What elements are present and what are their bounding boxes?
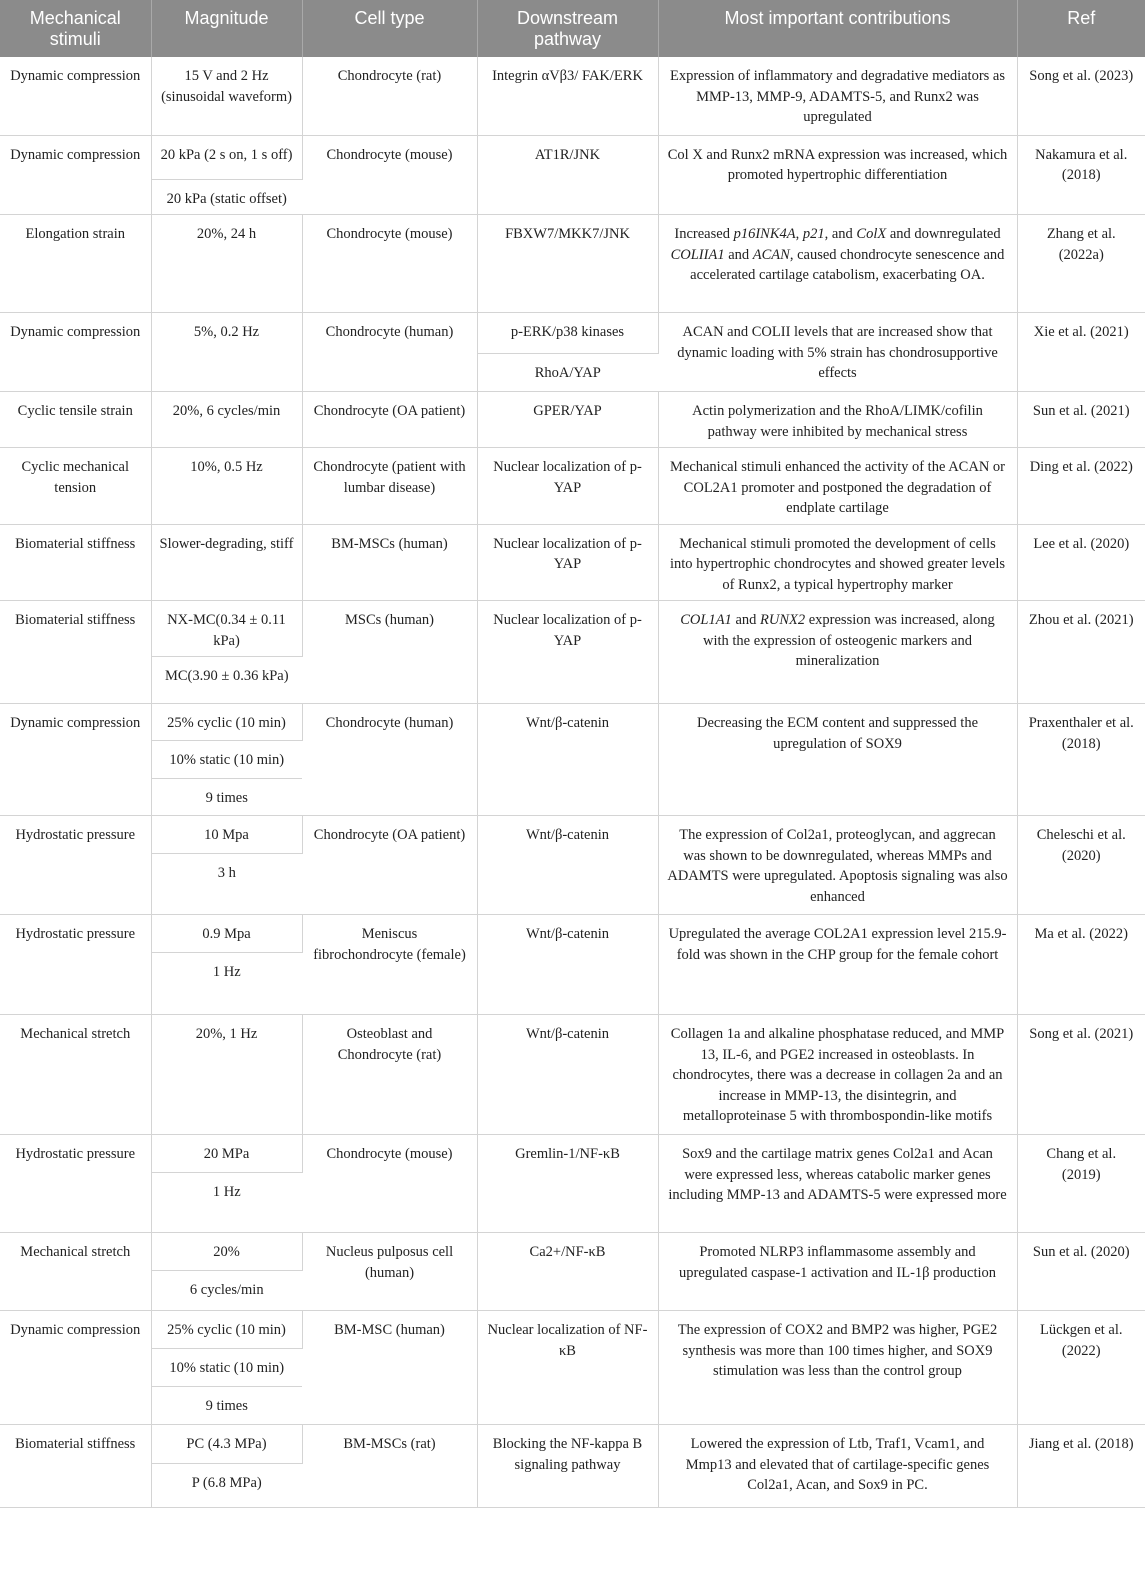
table-row xyxy=(0,1233,1145,1271)
ref-cell: Praxenthaler et al. (2018) xyxy=(1017,704,1145,816)
magnitude-cell: 25% cyclic (10 min) xyxy=(151,1311,302,1349)
table-row xyxy=(0,816,1145,854)
ref-cell: Jiang et al. (2018) xyxy=(1017,1425,1145,1508)
mechanical-stimuli-cell: Cyclic tensile strain xyxy=(0,392,151,448)
pathway-cell: FBXW7/MKK7/JNK xyxy=(477,215,658,313)
magnitude-cell: 6 cycles/min xyxy=(151,1271,302,1311)
contribution-cell: Upregulated the average COL2A1 expression level 215.9-fold was shown in the CHP group for the female cohort xyxy=(658,915,1017,1015)
magnitude-cell: MC(3.90 ± 0.36 kPa) xyxy=(151,657,302,704)
mechanical-stimuli-cell: Cyclic mechanical tension xyxy=(0,448,151,525)
mechanical-stimuli-cell: Hydrostatic pressure xyxy=(0,1135,151,1233)
header-contributions: Most important contributions xyxy=(658,0,1017,57)
mechanical-stimuli-cell: Mechanical stretch xyxy=(0,1233,151,1311)
pathway-cell: Wnt/β-catenin xyxy=(477,1015,658,1135)
pathway-cell: Gremlin-1/NF-κB xyxy=(477,1135,658,1233)
pathway-cell: GPER/YAP xyxy=(477,392,658,448)
ref-cell: Nakamura et al. (2018) xyxy=(1017,135,1145,215)
table-body xyxy=(0,57,1145,1508)
magnitude-cell: 9 times xyxy=(151,1387,302,1425)
table-row xyxy=(0,392,1145,448)
magnitude-cell: 20 kPa (static offset) xyxy=(151,179,302,215)
mechanical-stimuli-cell: Dynamic compression xyxy=(0,135,151,215)
header-row xyxy=(0,0,1145,57)
contribution-cell: Sox9 and the cartilage matrix genes Col2a1 and Acan were expressed less, whereas catabolic marker genes including MMP-13 and ADAMTS-5 were expressed more xyxy=(658,1135,1017,1233)
cell-type-cell: Chondrocyte (mouse) xyxy=(302,215,477,313)
magnitude-cell: 20 kPa (2 s on, 1 s off) xyxy=(151,135,302,179)
magnitude-cell: PC (4.3 MPa) xyxy=(151,1425,302,1464)
pathway-cell: Integrin αVβ3/ FAK/ERK xyxy=(477,57,658,135)
magnitude-cell: 15 V and 2 Hz (sinusoidal waveform) xyxy=(151,57,302,135)
cell-type-cell: Chondrocyte (OA patient) xyxy=(302,392,477,448)
magnitude-cell: 1 Hz xyxy=(151,953,302,1015)
contribution-cell: Mechanical stimuli promoted the development of cells into hypertrophic chondrocytes and showed greater levels of Runx2, a typical hypertrophy marker xyxy=(658,524,1017,601)
magnitude-cell: 25% cyclic (10 min) xyxy=(151,704,302,741)
ref-cell: Sun et al. (2021) xyxy=(1017,392,1145,448)
mechanical-stimuli-cell: Elongation strain xyxy=(0,215,151,313)
pathway-cell: p-ERK/p38 kinases xyxy=(477,313,658,354)
table-row xyxy=(0,915,1145,953)
magnitude-cell: Slower-degrading, stiff xyxy=(151,524,302,601)
ref-cell: Ma et al. (2022) xyxy=(1017,915,1145,1015)
cell-type-cell: Meniscus fibrochondrocyte (female) xyxy=(302,915,477,1015)
pathway-cell: AT1R/JNK xyxy=(477,135,658,215)
ref-cell: Ding et al. (2022) xyxy=(1017,448,1145,525)
ref-cell: Zhou et al. (2021) xyxy=(1017,601,1145,704)
magnitude-cell: 3 h xyxy=(151,854,302,915)
pathway-cell: RhoA/YAP xyxy=(477,354,658,392)
contribution-cell: Col X and Runx2 mRNA expression was increased, which promoted hypertrophic differentiation xyxy=(658,135,1017,215)
contribution-cell: ACAN and COLII levels that are increased show that dynamic loading with 5% strain has chondrosupportive effects xyxy=(658,313,1017,392)
contribution-cell: The expression of Col2a1, proteoglycan, and aggrecan was shown to be downregulated, whereas MMPs and ADAMTS were upregulated. Apoptosis signaling was also enhanced xyxy=(658,816,1017,915)
magnitude-cell: 5%, 0.2 Hz xyxy=(151,313,302,392)
mechanical-stimuli-cell: Biomaterial stiffness xyxy=(0,1425,151,1508)
table-row xyxy=(0,601,1145,657)
cell-type-cell: Chondrocyte (human) xyxy=(302,313,477,392)
table-header xyxy=(0,0,1145,57)
pathway-cell: Blocking the NF-kappa B signaling pathway xyxy=(477,1425,658,1508)
magnitude-cell: 10% static (10 min) xyxy=(151,741,302,779)
magnitude-cell: 20% xyxy=(151,1233,302,1271)
table-row xyxy=(0,1311,1145,1349)
ref-cell: Song et al. (2021) xyxy=(1017,1015,1145,1135)
table-row xyxy=(0,1425,1145,1464)
ref-cell: Lee et al. (2020) xyxy=(1017,524,1145,601)
cell-type-cell: MSCs (human) xyxy=(302,601,477,704)
header-magnitude: Magnitude xyxy=(151,0,302,57)
magnitude-cell: 1 Hz xyxy=(151,1173,302,1233)
mechanical-stimuli-cell: Mechanical stretch xyxy=(0,1015,151,1135)
magnitude-cell: 20%, 1 Hz xyxy=(151,1015,302,1135)
mechanical-stimuli-cell: Biomaterial stiffness xyxy=(0,524,151,601)
cell-type-cell: Osteoblast and Chondrocyte (rat) xyxy=(302,1015,477,1135)
cell-type-cell: BM-MSCs (rat) xyxy=(302,1425,477,1508)
ref-cell: Zhang et al. (2022a) xyxy=(1017,215,1145,313)
magnitude-cell: 0.9 Mpa xyxy=(151,915,302,953)
ref-cell: Sun et al. (2020) xyxy=(1017,1233,1145,1311)
mechanical-stimuli-cell: Dynamic compression xyxy=(0,704,151,816)
mechanical-stimuli-cell: Biomaterial stiffness xyxy=(0,601,151,704)
contribution-cell: Decreasing the ECM content and suppressed the upregulation of SOX9 xyxy=(658,704,1017,816)
cell-type-cell: Chondrocyte (patient with lumbar disease) xyxy=(302,448,477,525)
magnitude-cell: 20%, 6 cycles/min xyxy=(151,392,302,448)
table-row xyxy=(0,135,1145,179)
ref-cell: Cheleschi et al. (2020) xyxy=(1017,816,1145,915)
magnitude-cell: 20 MPa xyxy=(151,1135,302,1173)
pathway-cell: Ca2+/NF-κB xyxy=(477,1233,658,1311)
magnitude-cell: NX-MC(0.34 ± 0.11 kPa) xyxy=(151,601,302,657)
mechanical-stimuli-cell: Hydrostatic pressure xyxy=(0,915,151,1015)
pathway-cell: Wnt/β-catenin xyxy=(477,704,658,816)
mechanical-stimuli-cell: Dynamic compression xyxy=(0,57,151,135)
contribution-cell: Lowered the expression of Ltb, Traf1, Vcam1, and Mmp13 and elevated that of cartilage-specific genes Col2a1, Acan, and Sox9 in PC. xyxy=(658,1425,1017,1508)
contribution-cell: Promoted NLRP3 inflammasome assembly and upregulated caspase-1 activation and IL-1β production xyxy=(658,1233,1017,1311)
ref-cell: Xie et al. (2021) xyxy=(1017,313,1145,392)
table-row xyxy=(0,215,1145,313)
table-row xyxy=(0,57,1145,135)
table-row xyxy=(0,1015,1145,1135)
ref-cell: Chang et al. (2019) xyxy=(1017,1135,1145,1233)
cell-type-cell: Chondrocyte (rat) xyxy=(302,57,477,135)
cell-type-cell: Chondrocyte (mouse) xyxy=(302,1135,477,1233)
pathway-cell: Nuclear localization of p-YAP xyxy=(477,524,658,601)
table-row xyxy=(0,704,1145,741)
table-row xyxy=(0,524,1145,601)
contribution-cell: Expression of inflammatory and degradative mediators as MMP-13, MMP-9, ADAMTS-5, and Runx2 was upregulated xyxy=(658,57,1017,135)
table-row xyxy=(0,1135,1145,1173)
header-mechanical-stimuli: Mechanical stimuli xyxy=(0,0,151,57)
pathway-cell: Wnt/β-catenin xyxy=(477,915,658,1015)
pathway-cell: Nuclear localization of p-YAP xyxy=(477,448,658,525)
magnitude-cell: 10% static (10 min) xyxy=(151,1349,302,1387)
pathway-cell: Nuclear localization of NF-κB xyxy=(477,1311,658,1425)
mechanical-stimuli-cell: Hydrostatic pressure xyxy=(0,816,151,915)
magnitude-cell: 20%, 24 h xyxy=(151,215,302,313)
magnitude-cell: P (6.8 MPa) xyxy=(151,1464,302,1508)
ref-cell: Song et al. (2023) xyxy=(1017,57,1145,135)
contribution-cell: Increased p16INK4A, p21, and ColX and downregulated COLIIA1 and ACAN, caused chondrocyte senescence and accelerated cartilage catabolism, exacerbating OA. xyxy=(658,215,1017,313)
contribution-cell: COL1A1 and RUNX2 expression was increased, along with the expression of osteogenic markers and mineralization xyxy=(658,601,1017,704)
cell-type-cell: BM-MSCs (human) xyxy=(302,524,477,601)
pathway-cell: Wnt/β-catenin xyxy=(477,816,658,915)
header-cell-type: Cell type xyxy=(302,0,477,57)
contribution-cell: Collagen 1a and alkaline phosphatase reduced, and MMP 13, IL-6, and PGE2 increased in osteoblasts. In chondrocytes, there was a decrease in collagen 2a and an increase in MMP-13, the disintegrin, and metalloproteinase 5 with thrombospondin-like motifs xyxy=(658,1015,1017,1135)
magnitude-cell: 9 times xyxy=(151,779,302,816)
header-downstream-pathway: Downstream pathway xyxy=(477,0,658,57)
contribution-cell: The expression of COX2 and BMP2 was higher, PGE2 synthesis was more than 100 times higher, and SOX9 stimulation was less than the control group xyxy=(658,1311,1017,1425)
cell-type-cell: Chondrocyte (OA patient) xyxy=(302,816,477,915)
ref-cell: Lückgen et al. (2022) xyxy=(1017,1311,1145,1425)
cell-type-cell: Chondrocyte (mouse) xyxy=(302,135,477,215)
contribution-cell: Mechanical stimuli enhanced the activity of the ACAN or COL2A1 promoter and postponed the degradation of endplate cartilage xyxy=(658,448,1017,525)
cell-type-cell: BM-MSC (human) xyxy=(302,1311,477,1425)
pathway-cell: Nuclear localization of p-YAP xyxy=(477,601,658,704)
table-row xyxy=(0,313,1145,354)
mechanical-stimuli-cell: Dynamic compression xyxy=(0,1311,151,1425)
cell-type-cell: Nucleus pulposus cell (human) xyxy=(302,1233,477,1311)
contribution-cell: Actin polymerization and the RhoA/LIMK/cofilin pathway were inhibited by mechanical stress xyxy=(658,392,1017,448)
magnitude-cell: 10 Mpa xyxy=(151,816,302,854)
header-ref: Ref xyxy=(1017,0,1145,57)
mechanical-stimuli-cell: Dynamic compression xyxy=(0,313,151,392)
cell-type-cell: Chondrocyte (human) xyxy=(302,704,477,816)
table-row xyxy=(0,448,1145,525)
magnitude-cell: 10%, 0.5 Hz xyxy=(151,448,302,525)
